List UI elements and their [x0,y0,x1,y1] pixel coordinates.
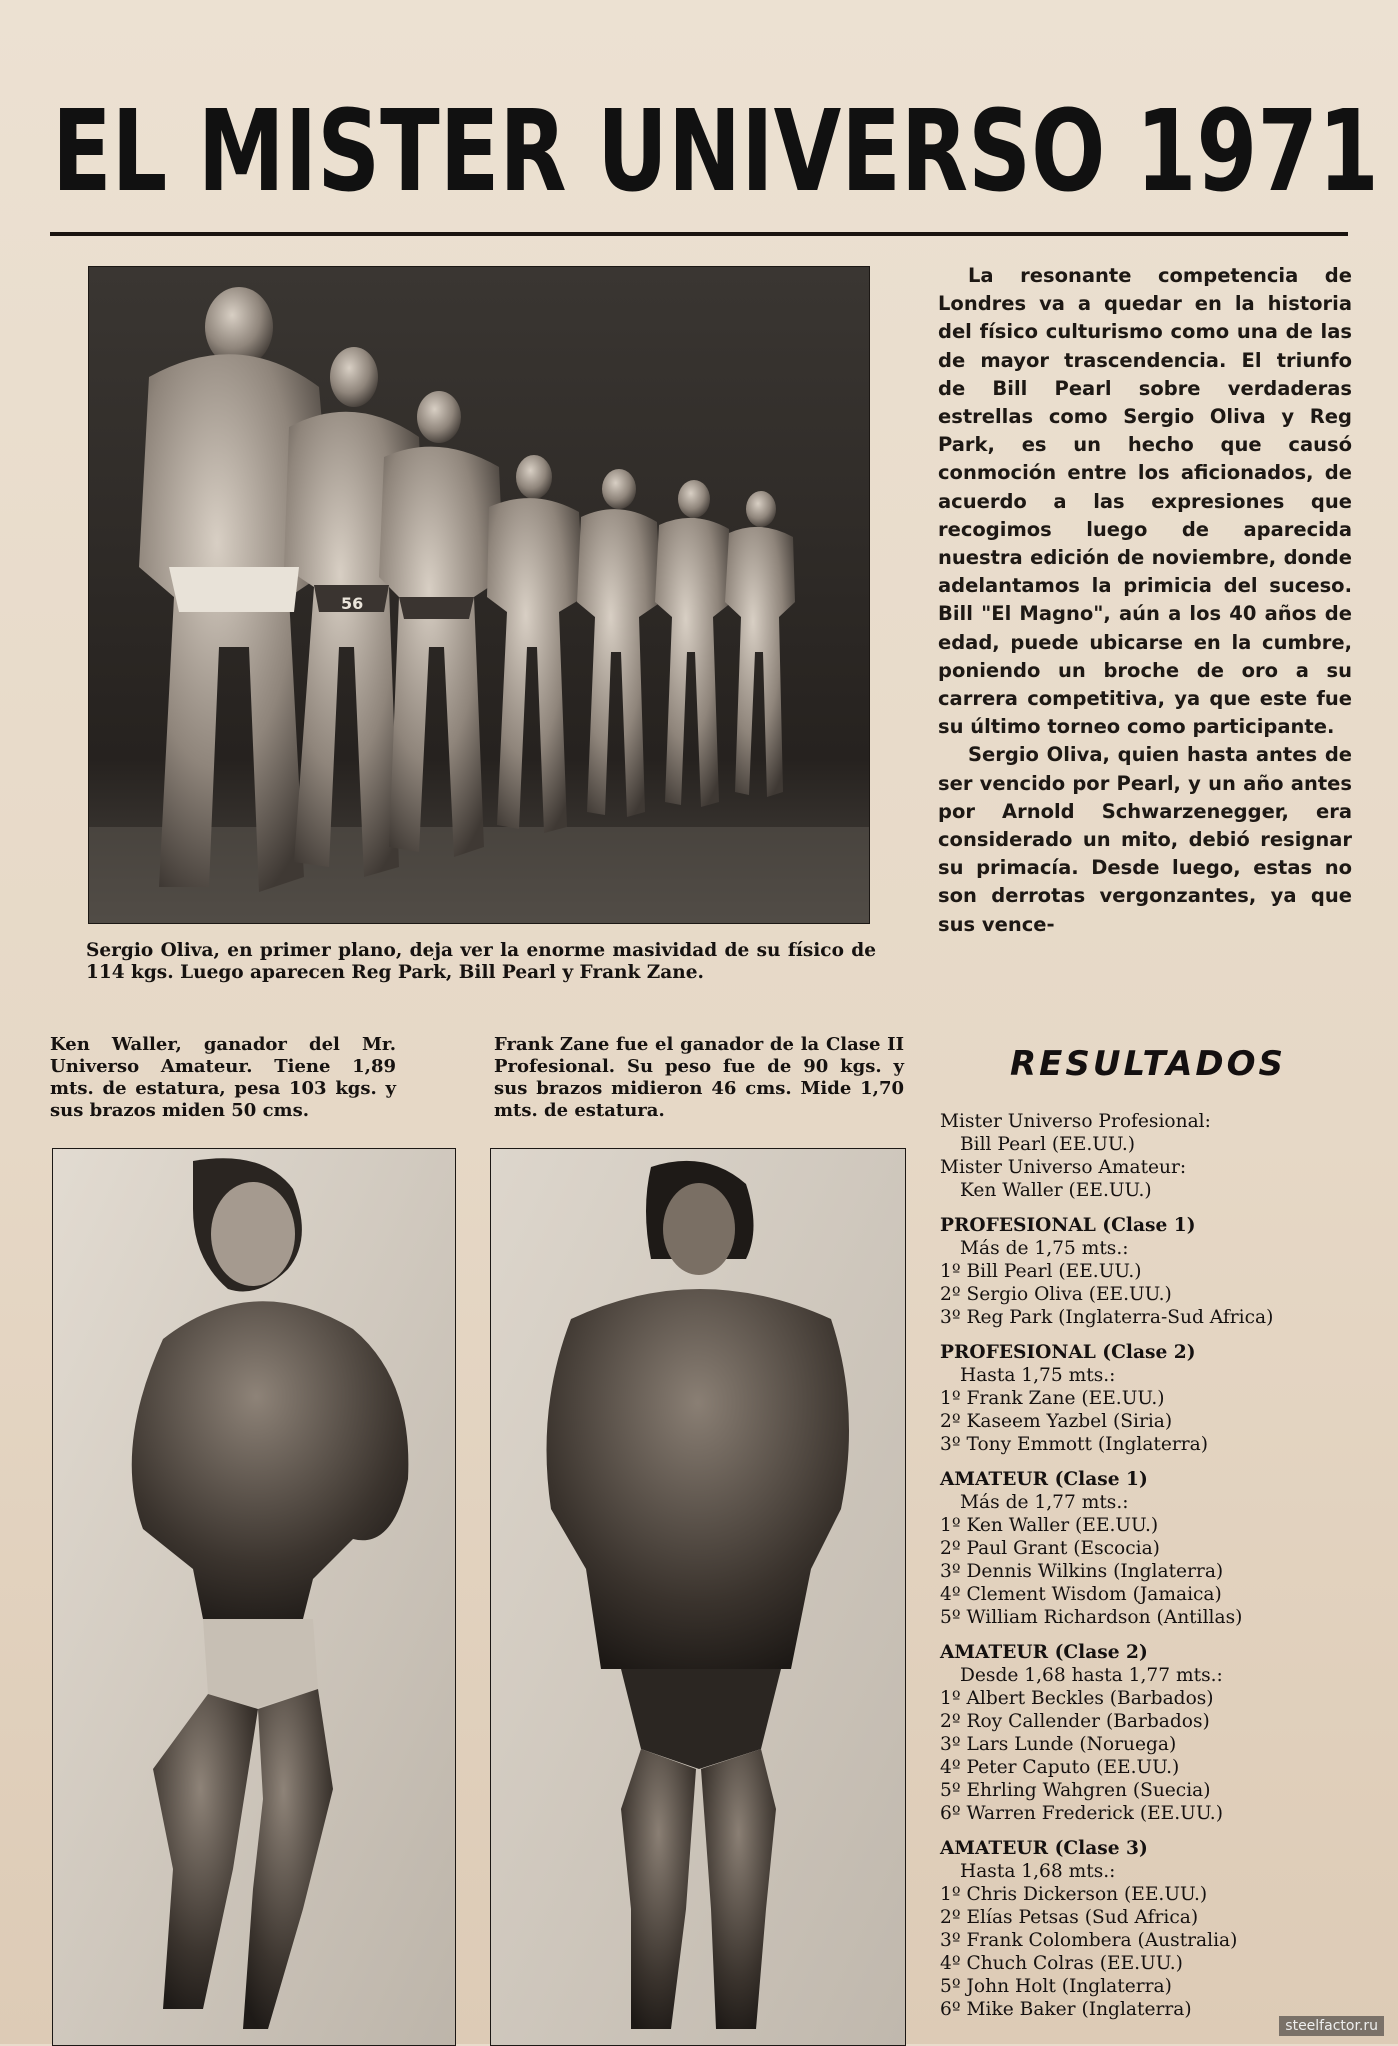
frank-zane-photo-image [491,1149,905,2045]
frank-zane-caption: Frank Zane fue el ganador de la Clase II Profesional. Su peso fue de 90 kgs. y sus brazos midieron 46 cms. Mide 1,70 mts. de estatura. [494,1034,904,1121]
category-range: Más de 1,75 mts.: [960,1238,1129,1259]
page-title: EL MISTER UNIVERSO 1971 [52,87,1379,217]
result-place: 1º Frank Zane (EE.UU.) [940,1388,1165,1409]
category-name: PROFESIONAL (Clase 1) [940,1215,1196,1236]
results-category [940,1214,1360,1329]
results-category [940,1641,1360,1825]
lineup-photo-caption: Sergio Oliva, en primer plano, deja ver la enorme masividad de su físico de 114 kgs. Luego aparecen Reg Park, Bill Pearl y Frank Zane. [86,940,876,983]
result-place: 2º Paul Grant (Escocia) [940,1538,1160,1559]
result-place: 5º Ehrling Wahgren (Suecia) [940,1780,1211,1801]
lineup-photo-image [89,267,869,923]
article-body [938,262,1352,939]
result-place: 3º Reg Park (Inglaterra-Sud Africa) [940,1307,1274,1328]
result-place: 4º Clement Wisdom (Jamaica) [940,1584,1222,1605]
ken-waller-photo-image [53,1149,455,2045]
result-place: 3º Dennis Wilkins (Inglaterra) [940,1561,1224,1582]
results-list [940,1110,1360,2033]
category-range: Más de 1,77 mts.: [960,1492,1129,1513]
frank-zane-photo [490,1148,906,2046]
contestant-number-badge: 56 [341,594,364,613]
ken-waller-photo [52,1148,456,2046]
result-place: 2º Elías Petsas (Sud Africa) [940,1907,1199,1928]
results-heading: RESULTADOS [1010,1044,1287,1084]
summary-label: Mister Universo Amateur: [940,1157,1187,1178]
result-place: 2º Roy Callender (Barbados) [940,1711,1210,1732]
results-category [940,1341,1360,1456]
category-range: Hasta 1,75 mts.: [960,1365,1116,1386]
results-category [940,1468,1360,1629]
result-place: 1º Albert Beckles (Barbados) [940,1688,1214,1709]
result-place: 4º Peter Caputo (EE.UU.) [940,1757,1180,1778]
watermark: steelfactor.ru [1279,2016,1384,2036]
result-place: 1º Chris Dickerson (EE.UU.) [940,1884,1208,1905]
article-paragraph-2: Sergio Oliva, quien hasta antes de ser vencido por Pearl, y un año antes por Arnold Schwarzenegger, era considerado un mito, debió resignar su primacía. Desde luego, estas no son derrotas vergonzantes, ya que sus vence- [938,743,1352,936]
result-place: 2º Kaseem Yazbel (Siria) [940,1411,1173,1432]
result-place: 6º Mike Baker (Inglaterra) [940,1999,1192,2020]
results-category [940,1837,1360,2021]
result-place: 3º Lars Lunde (Noruega) [940,1734,1177,1755]
summary-value: Bill Pearl (EE.UU.) [960,1134,1136,1155]
category-name: AMATEUR (Clase 3) [940,1838,1148,1859]
result-place: 1º Ken Waller (EE.UU.) [940,1515,1159,1536]
summary-label: Mister Universo Profesional: [940,1111,1211,1132]
result-place: 1º Bill Pearl (EE.UU.) [940,1261,1142,1282]
title-rule [50,232,1348,236]
ken-waller-caption: Ken Waller, ganador del Mr. Universo Amateur. Tiene 1,89 mts. de estatura, pesa 103 kgs. y sus brazos miden 50 cms. [50,1034,396,1121]
category-name: AMATEUR (Clase 1) [940,1469,1148,1490]
result-place: 4º Chuch Colras (EE.UU.) [940,1953,1183,1974]
result-place: 3º Tony Emmott (Inglaterra) [940,1434,1209,1455]
article-paragraph-1: La resonante competencia de Londres va a quedar en la historia del físico culturismo como una de las de mayor trascendencia. El triunfo de Bill Pearl sobre verdaderas estrellas como Sergio Oliva y Reg Park, es un hecho que causó conmoción entre los aficionados, de acuerdo a las expresiones que recogimos luego de aparecida nuestra edición de noviembre, donde adelantamos la primicia del suceso. Bill "El Magno", aún a los 40 años de edad, puede ubicarse en la cumbre, poniendo un broche de oro a su carrera competitiva, ya que este fue su último torneo como participante. [938,264,1352,739]
lineup-photo [88,266,870,924]
result-place: 6º Warren Frederick (EE.UU.) [940,1803,1223,1824]
summary-value: Ken Waller (EE.UU.) [960,1180,1152,1201]
result-place: 5º William Richardson (Antillas) [940,1607,1243,1628]
result-place: 5º John Holt (Inglaterra) [940,1976,1172,1997]
category-name: PROFESIONAL (Clase 2) [940,1342,1196,1363]
category-name: AMATEUR (Clase 2) [940,1642,1148,1663]
category-range: Desde 1,68 hasta 1,77 mts.: [960,1665,1223,1686]
result-place: 2º Sergio Oliva (EE.UU.) [940,1284,1172,1305]
results-summary [940,1110,1360,1202]
result-place: 3º Frank Colombera (Australia) [940,1930,1238,1951]
category-range: Hasta 1,68 mts.: [960,1861,1116,1882]
